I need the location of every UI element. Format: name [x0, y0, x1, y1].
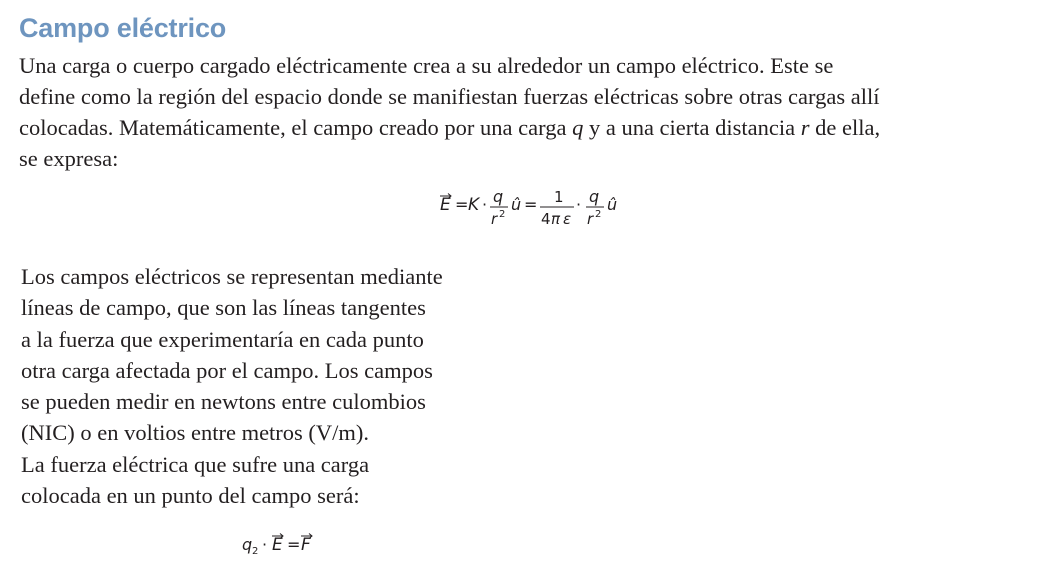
- force-formula-F: F: [301, 535, 311, 555]
- body-line-1: Los campos eléctricos se representan mediante: [21, 264, 443, 289]
- force-formula-subscript-2: 2: [252, 546, 259, 557]
- formula-epsilon: ε: [563, 210, 572, 228]
- body-line-6: (NIC) o en voltios entre metros (V/m).: [21, 420, 370, 446]
- formula-square-1: 2: [499, 209, 506, 220]
- body-line-5: se pueden medir en newtons entre culombios: [21, 389, 426, 415]
- formula-equals-1: =: [455, 195, 469, 214]
- electric-field-formula: [430, 180, 630, 230]
- force-formula-E: E: [272, 535, 283, 555]
- body-line-8: colocada en un punto del campo será:: [21, 483, 360, 509]
- body-line-3: a la fuerza que experimentaría en cada punto: [21, 326, 424, 352]
- force-formula-q: q: [242, 535, 253, 554]
- formula-square-2: 2: [595, 209, 602, 220]
- formula-dot-2: ·: [576, 195, 582, 214]
- formula-unit-vector-2: û: [607, 195, 618, 214]
- body-line-2: líneas de campo, que son las líneas tangentes: [21, 295, 426, 321]
- formula-K: K: [468, 195, 480, 215]
- force-formula-dot: ·: [262, 535, 268, 554]
- electric-force-formula: [236, 526, 336, 558]
- formula-equals-2: =: [524, 195, 538, 214]
- intro-line-3-part-a: colocadas. Matemáticamente, el campo creado por una carga: [19, 115, 573, 140]
- formula-r-denominator-1: r: [491, 210, 498, 228]
- formula-dot-1: ·: [482, 195, 488, 214]
- formula-q-numerator-2: q: [589, 187, 600, 206]
- intro-line-2: define como la región del espacio donde se manifiestan fuerzas eléctricas sobre otras cargas allí: [19, 84, 880, 109]
- intro-line-4: se expresa:: [19, 146, 119, 171]
- formula-E: E: [440, 195, 451, 215]
- intro-paragraph: [19, 50, 1029, 174]
- section-title: Campo eléctrico: [19, 13, 227, 43]
- formula-four: 4: [541, 210, 551, 228]
- body-line-4: otra carga afectada por el campo. Los campos: [21, 357, 433, 383]
- intro-line-3-part-b: y a una cierta distancia: [583, 115, 801, 140]
- formula-unit-vector-1: û: [511, 195, 522, 214]
- intro-line-3-part-c: de ella,: [809, 115, 881, 140]
- variable-q: q: [572, 115, 584, 140]
- formula-pi: π: [551, 210, 561, 228]
- field-lines-paragraph: [21, 261, 541, 511]
- intro-line-3: [19, 112, 1029, 143]
- intro-line-1: Una carga o cuerpo cargado eléctricamente crea a su alrededor un campo eléctrico. Este se: [19, 53, 834, 78]
- formula-q-numerator-1: q: [493, 187, 504, 206]
- variable-r: r: [800, 115, 810, 140]
- formula-one-numerator: 1: [554, 188, 564, 206]
- force-formula-equals: =: [287, 535, 301, 554]
- body-line-7: La fuerza eléctrica que sufre una carga: [21, 451, 370, 477]
- formula-r-denominator-2: r: [587, 210, 594, 228]
